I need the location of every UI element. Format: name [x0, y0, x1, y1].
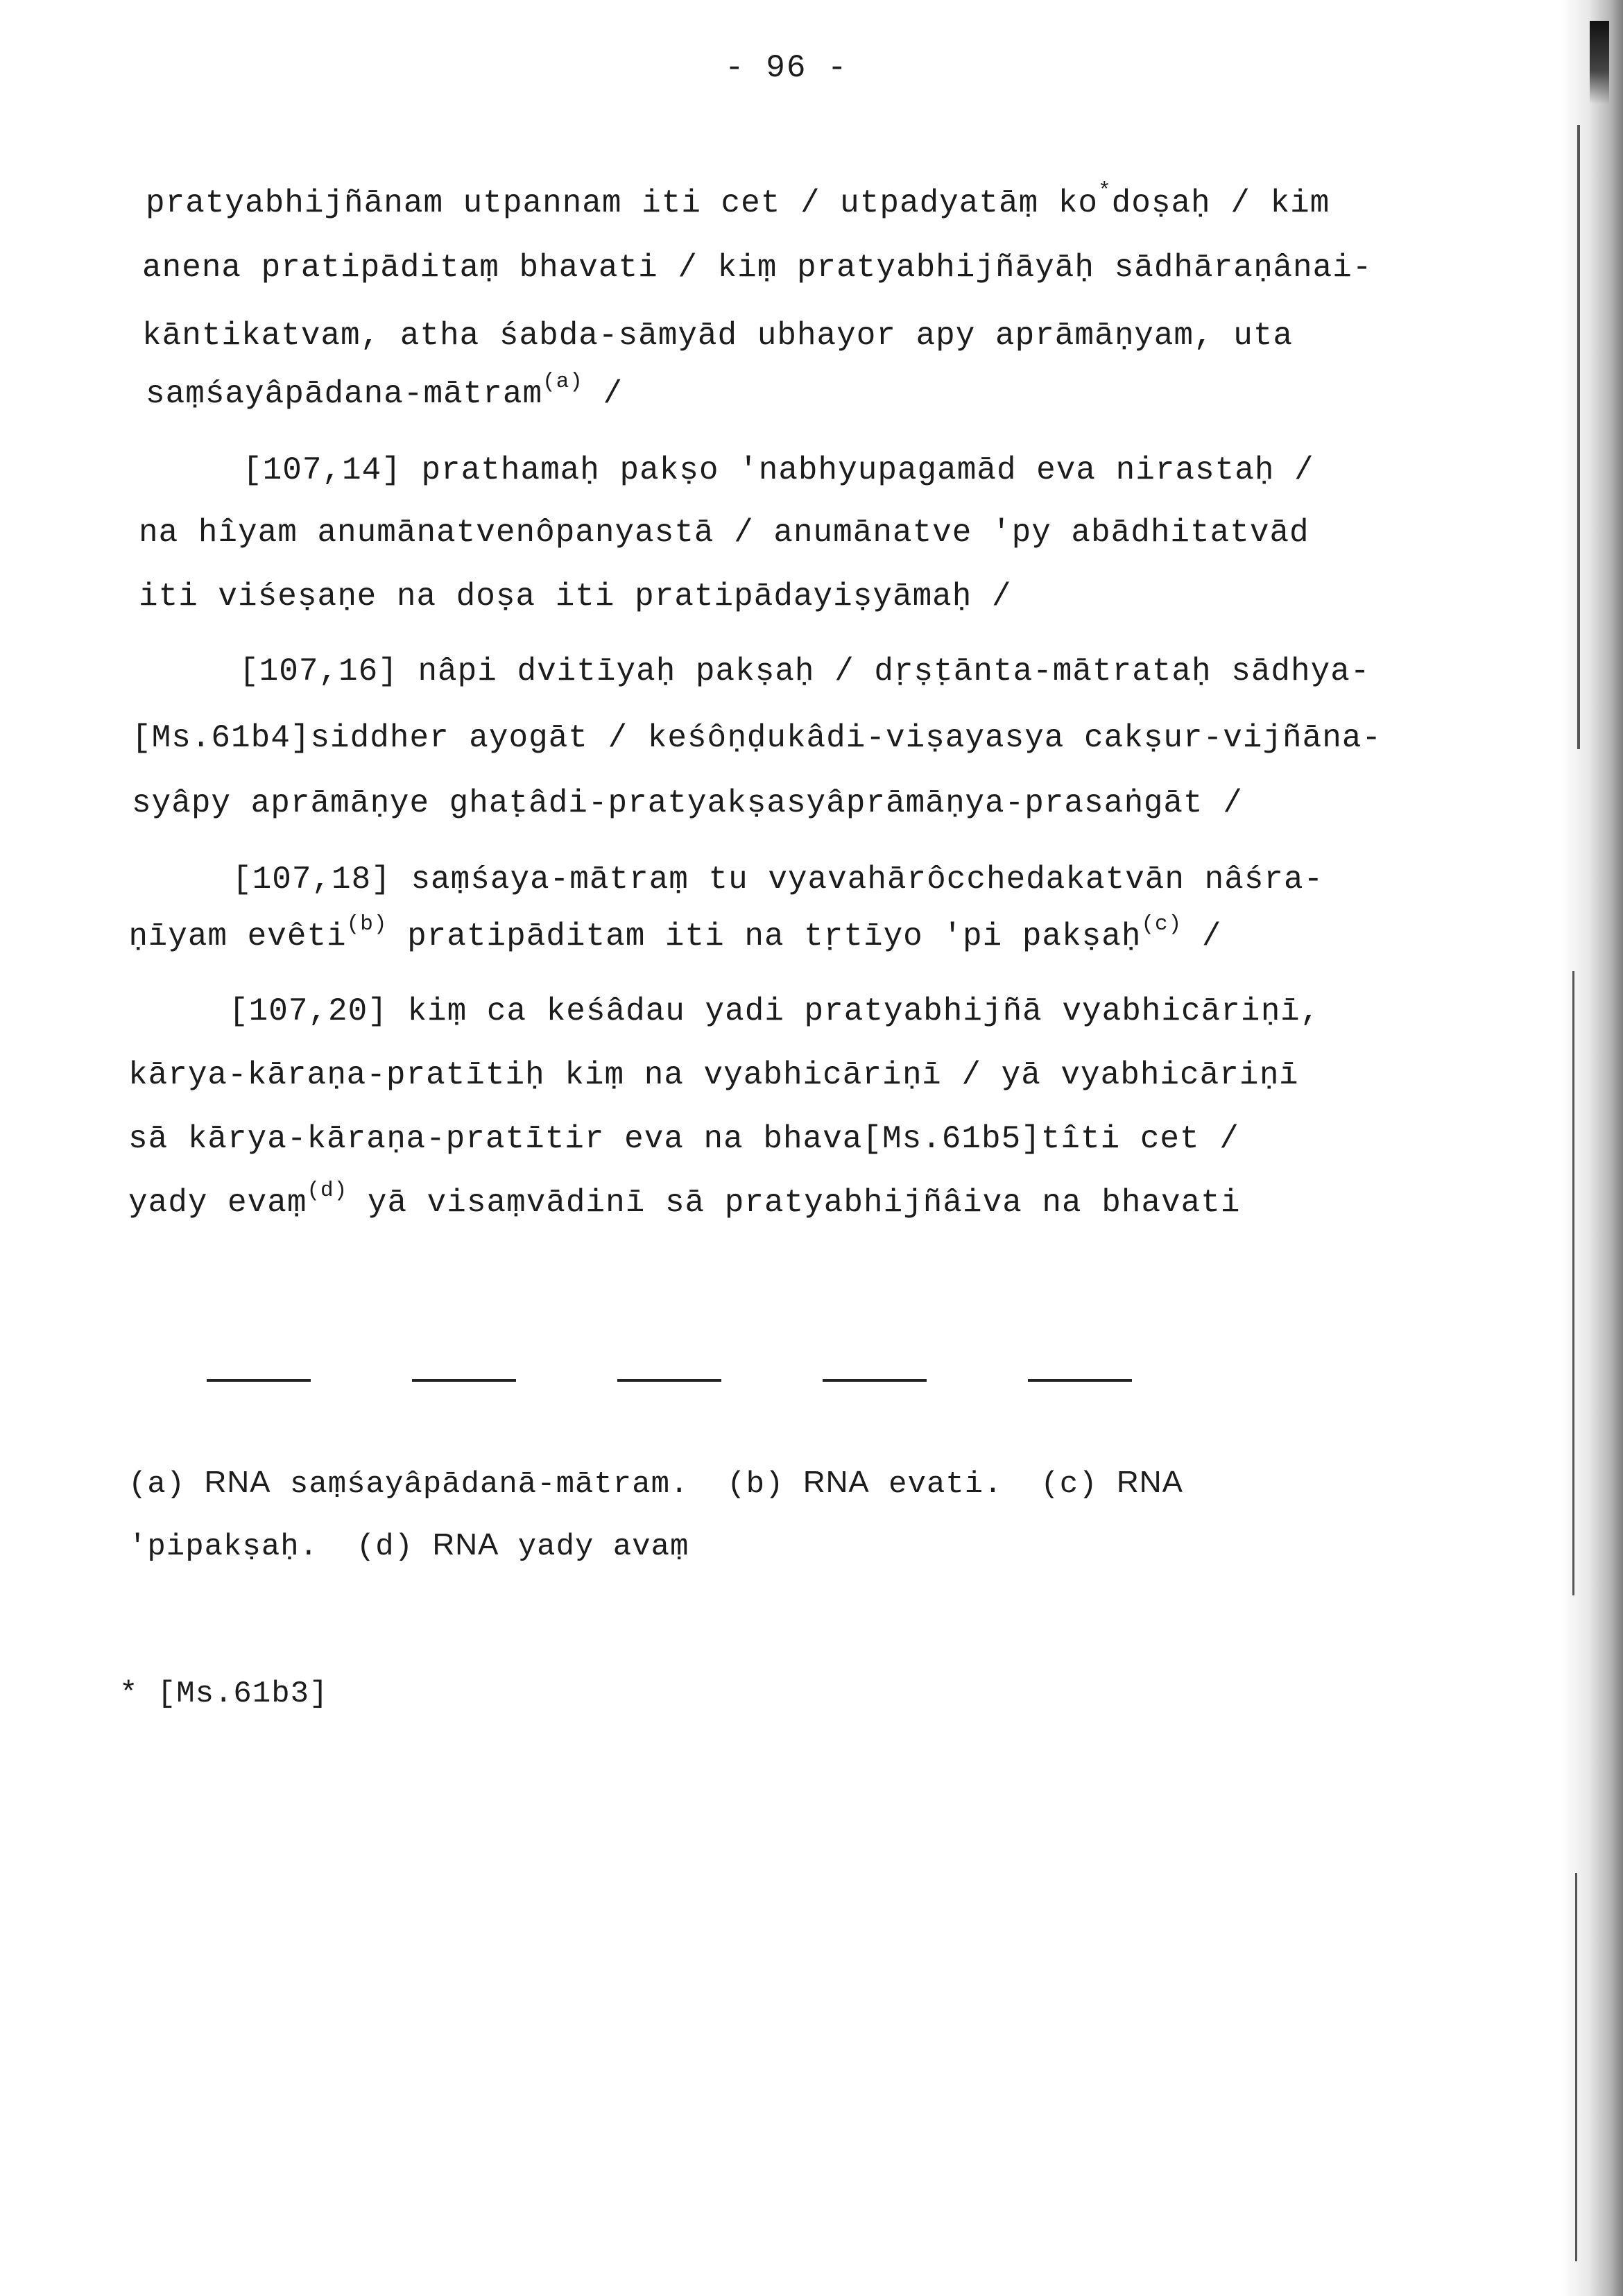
- text-run: yā visaṃvādinī sā pratyabhijñâiva na bhavati: [347, 1185, 1241, 1221]
- text-run: RNA: [432, 1527, 499, 1561]
- scan-edge-line: [1572, 971, 1574, 1595]
- body-line: [132, 784, 1243, 823]
- text-run: [107,16] nâpi dvitīyaḥ pakṣaḥ / dṛṣṭānta-mātrataḥ sādhya-: [239, 653, 1371, 689]
- body-line: [239, 652, 1370, 691]
- body-line: [139, 577, 1012, 616]
- body-line: [142, 248, 1372, 287]
- text-run: pratyabhijñānam utpannam iti cet / utpadyatāṃ ko: [146, 185, 1099, 221]
- text-run: kārya-kāraṇa-pratītiḥ kiṃ na vyabhicāriṇī / yā vyabhicāriṇī: [128, 1057, 1299, 1093]
- separator-dash: [1028, 1379, 1132, 1382]
- text-run: evati. (c): [869, 1467, 1117, 1502]
- text-run: kāntikatvam, atha śabda-sāmyād ubhayor apy aprāmāṇyam, uta: [142, 318, 1294, 354]
- text-run: anena pratipāditaṃ bhavati / kiṃ pratyabhijñāyāḥ sādhāraṇânai-: [142, 250, 1373, 286]
- body-line: [132, 719, 1382, 757]
- footnote-marker: (b): [346, 912, 388, 936]
- text-run: ṇīyam evêti: [128, 918, 347, 954]
- text-run: [107,18] saṃśaya-mātraṃ tu vyavahārôcchedakatvān nâśra-: [232, 862, 1324, 898]
- text-run: /: [583, 376, 624, 412]
- text-run: RNA: [1117, 1465, 1183, 1499]
- text-run: syâpy aprāmāṇye ghaṭâdi-pratyakṣasyâprāmāṇya-prasaṅgāt /: [132, 785, 1243, 821]
- body-line: [128, 912, 1222, 956]
- marginal-note: * [Ms.61b3]: [119, 1677, 329, 1711]
- footnote-line: [128, 1464, 1183, 1503]
- text-run: saṃśayâpādanā-mātram. (b): [270, 1467, 803, 1502]
- body-line: [243, 451, 1314, 490]
- footnote-marker: (d): [307, 1179, 348, 1203]
- page-number: - 96 -: [725, 50, 848, 86]
- body-line: [128, 1179, 1241, 1222]
- text-run: iti viśeṣaṇe na doṣa iti pratipādayiṣyāmaḥ /: [139, 579, 1012, 615]
- text-run: (a): [128, 1467, 205, 1502]
- body-line: [128, 1056, 1299, 1095]
- separator-dash: [823, 1379, 927, 1382]
- scan-edge-mark: [1590, 21, 1609, 104]
- body-line: [146, 370, 624, 413]
- text-run: [107,14] prathamaḥ pakṣo 'nabhyupagamād eva nirastaḥ /: [243, 452, 1314, 488]
- text-run: sā kārya-kāraṇa-pratītir eva na bhava[Ms.61b5]tîti cet /: [128, 1121, 1239, 1157]
- footnote-marker: (c): [1141, 912, 1183, 936]
- body-line: [142, 316, 1293, 355]
- text-run: pratipāditam iti na tṛtīyo 'pi pakṣaḥ: [387, 918, 1142, 954]
- footnote-line: [128, 1526, 689, 1566]
- body-line: [146, 179, 1330, 223]
- text-run: yady evaṃ: [128, 1185, 307, 1221]
- text-run: na hîyam anumānatvenôpanyastā / anumānatve 'py abādhitatvād: [139, 515, 1309, 551]
- separator-dash: [207, 1379, 311, 1382]
- text-run: doṣaḥ / kim: [1111, 185, 1330, 221]
- scan-edge-line: [1577, 125, 1580, 749]
- body-line: [229, 992, 1320, 1031]
- body-line: [128, 1120, 1239, 1158]
- body-line: [139, 513, 1309, 552]
- text-run: [107,20] kiṃ ca keśâdau yadi pratyabhijñā vyabhicāriṇī,: [229, 993, 1321, 1029]
- body-line: [232, 860, 1323, 899]
- footnote-marker: (a): [542, 370, 583, 394]
- text-run: [Ms.61b4]siddher ayogāt / keśôṇḍukâdi-viṣayasya cakṣur-vijñāna-: [132, 720, 1382, 756]
- text-run: RNA: [802, 1465, 870, 1499]
- text-run: saṃśayâpādana-mātram: [146, 376, 543, 412]
- scan-edge-line: [1575, 1873, 1577, 2261]
- text-run: 'pipakṣaḥ. (d): [128, 1530, 433, 1564]
- footnote-marker: *: [1098, 179, 1112, 203]
- separator-dash: [617, 1379, 721, 1382]
- scan-edge-shadow: [1561, 0, 1623, 2296]
- separator-dash: [412, 1379, 516, 1382]
- text-run: RNA: [204, 1465, 271, 1499]
- text-run: yady avaṃ: [499, 1530, 689, 1564]
- text-run: /: [1182, 918, 1222, 954]
